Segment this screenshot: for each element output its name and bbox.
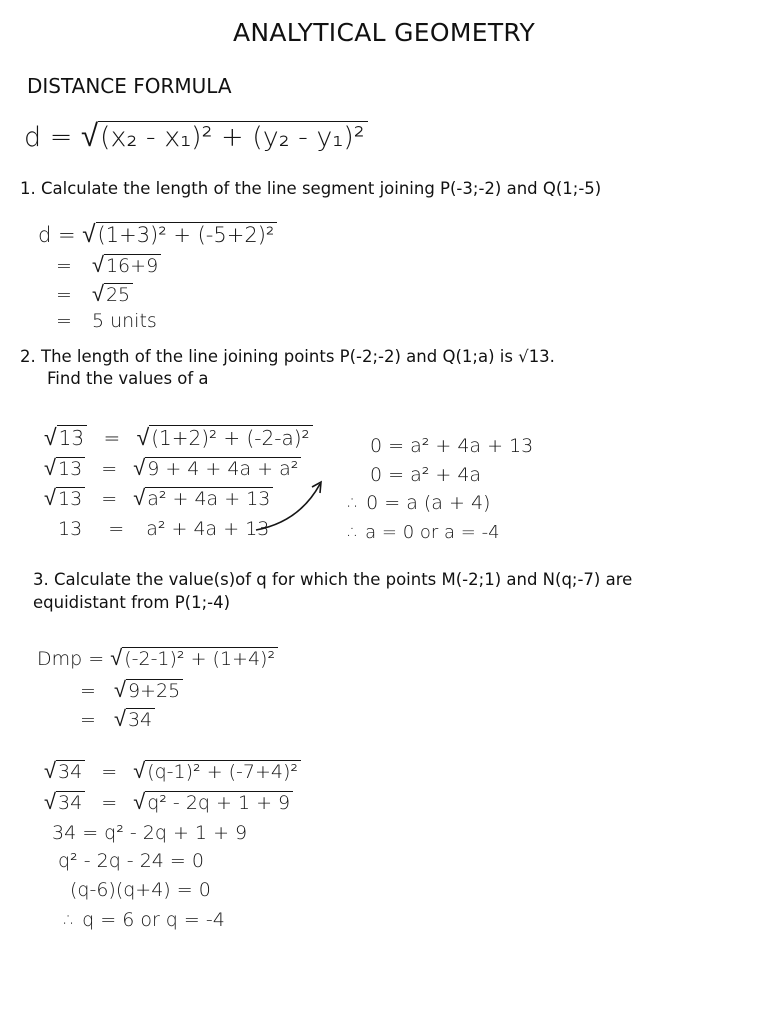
q1-line-1: [38, 220, 277, 249]
q1-line-2-lhs: =: [56, 255, 72, 277]
q2-left-line-1-lhs-value: 13: [57, 425, 87, 450]
q2-left-line-2-radicand: 9 + 4 + 4a + a²: [145, 457, 301, 480]
q2-left-line-3-lhs: √ 13: [44, 485, 85, 511]
q1-line-4-result: 5 units: [91, 310, 157, 332]
formula-radicand: (x₂ - x₁)² + (y₂ - y₁)²: [98, 121, 368, 153]
equals-sign: =: [101, 792, 118, 814]
equals-sign: =: [101, 761, 118, 783]
q3-eq-line-2-lhs: √ 34: [44, 789, 85, 815]
q2-left-line-1: [44, 424, 313, 451]
q3-step-2: q² - 2q - 24 = 0: [58, 850, 204, 872]
q3-dmp-line-3-lhs: =: [80, 709, 96, 731]
q2-right-line-1: 0 = a² + 4a + 13: [370, 435, 534, 457]
q2-left-line-2-lhs-value: 13: [56, 457, 85, 480]
q2-right-line-2: 0 = a² + 4a: [370, 464, 482, 486]
q1-line-3: [56, 281, 133, 307]
q3-dmp-line-1-lhs: Dmp =: [37, 648, 105, 670]
q2-left-line-3: [44, 485, 273, 511]
q3-eq-line-1-radicand: (q-1)² + (-7+4)²: [145, 760, 301, 783]
q3-step-4: ∴ q = 6 or q = -4: [64, 909, 225, 931]
q3-eq-line-2-root: √ q² - 2q + 1 + 9: [133, 789, 293, 815]
q3-step-1: 34 = q² - 2q + 1 + 9: [52, 822, 248, 844]
q3-dmp-line-1-radicand: (-2-1)² + (1+4)²: [122, 647, 278, 670]
q3-dmp-line-1-root: √ (-2-1)² + (1+4)²: [110, 645, 278, 671]
q2-left-line-4-rhs: a² + 4a + 13: [146, 518, 270, 540]
q1-line-1-root: √(1+3)² + (-5+2)²: [82, 220, 277, 249]
q3-dmp-line-3: [80, 706, 155, 732]
q1-line-3-lhs: =: [56, 284, 72, 306]
q3-dmp-line-3-root: √ 34: [114, 706, 155, 732]
q2-left-line-2-lhs: √ 13: [44, 455, 85, 481]
equals-sign: =: [101, 488, 118, 510]
q1-line-4-lhs: =: [56, 310, 72, 332]
q2-left-line-3-lhs-value: 13: [56, 487, 85, 510]
distance-formula: [24, 118, 368, 154]
q1-line-1-radicand: (1+3)² + (-5+2)²: [96, 222, 278, 247]
q3-dmp-line-3-radicand: 34: [126, 708, 155, 731]
q2-left-line-4: [58, 518, 269, 540]
q2-left-line-2-root: √ 9 + 4 + 4a + a²: [133, 455, 301, 481]
curved-arrow-icon: [250, 478, 330, 538]
q3-dmp-line-2-lhs: =: [80, 680, 96, 702]
q1-line-3-root: √ 25: [92, 281, 133, 307]
question-3-prompt-line-1: 3. Calculate the value(s)of q for which the points M(-2;1) and N(q;-7) are: [33, 570, 633, 589]
formula-root: √(x₂ - x₁)² + (y₂ - y₁)²: [81, 118, 368, 154]
q1-line-1-lhs: d =: [38, 223, 76, 247]
q2-right-line-4: ∴ a = 0 or a = -4: [348, 522, 500, 543]
q3-eq-line-1-lhs: √ 34: [44, 758, 85, 784]
question-2-prompt-line-2: Find the values of a: [47, 369, 209, 388]
q3-eq-line-1: [44, 758, 301, 784]
q2-right-line-3: ∴ 0 = a (a + 4): [348, 492, 491, 514]
q3-dmp-line-2-root: √ 9+25: [114, 677, 183, 703]
equals-sign: =: [108, 518, 125, 540]
question-3-prompt-line-2: equidistant from P(1;-4): [33, 593, 231, 612]
page-title: ANALYTICAL GEOMETRY: [232, 18, 536, 47]
q1-line-2-root: √ 16+9: [92, 252, 161, 278]
q3-eq-line-2-lhs-value: 34: [56, 791, 85, 814]
q3-eq-line-1-root: √ (q-1)² + (-7+4)²: [133, 758, 301, 784]
q2-left-line-4-lhs: 13: [58, 518, 83, 540]
q1-line-2-radicand: 16+9: [104, 254, 161, 277]
q3-dmp-line-2: [80, 677, 183, 703]
q3-step-3: (q-6)(q+4) = 0: [70, 879, 211, 901]
q2-left-line-1-radicand: (1+2)² + (-2-a)²: [149, 425, 312, 450]
formula-lhs: d =: [24, 122, 73, 153]
equals-sign: =: [103, 426, 121, 450]
question-2-prompt-line-1: 2. The length of the line joining points P(-2;-2) and Q(1;a) is √13.: [20, 347, 555, 366]
q3-dmp-line-2-radicand: 9+25: [126, 679, 183, 702]
q2-left-line-1-lhs: √ 13: [44, 424, 87, 451]
q1-line-4: [56, 310, 157, 332]
q3-eq-line-2-radicand: q² - 2q + 1 + 9: [145, 791, 293, 814]
equals-sign: =: [101, 458, 118, 480]
q1-line-2: [56, 252, 161, 278]
q2-left-line-3-root: √ a² + 4a + 13: [133, 485, 273, 511]
q3-eq-line-2: [44, 789, 293, 815]
q1-line-3-radicand: 25: [104, 283, 133, 306]
section-heading: DISTANCE FORMULA: [27, 74, 232, 98]
q3-dmp-line-1: [37, 645, 278, 671]
q2-left-line-1-root: √ (1+2)² + (-2-a)²: [137, 424, 313, 451]
q2-left-line-3-radicand: a² + 4a + 13: [145, 487, 273, 510]
question-1-prompt: 1. Calculate the length of the line segment joining P(-3;-2) and Q(1;-5): [20, 179, 602, 198]
q3-eq-line-1-lhs-value: 34: [56, 760, 85, 783]
